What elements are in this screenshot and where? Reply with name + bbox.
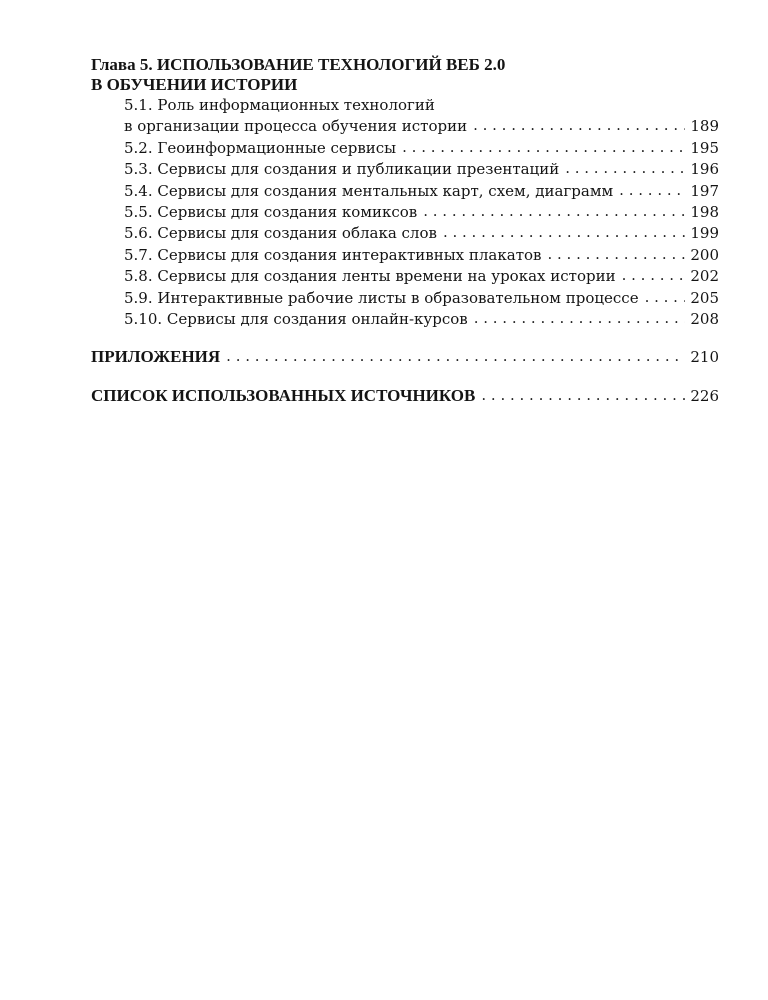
appendix-label: ПРИЛОЖЕНИЯ [91, 347, 221, 367]
toc-entry-label: 5.6. Сервисы для создания облака слов [124, 224, 437, 243]
toc-page-number: 200 [690, 245, 719, 264]
chapter-title [91, 55, 719, 95]
toc-entry-label: 5.8. Сервисы для создания ленты времени на уроках истории [124, 267, 616, 286]
dot-leader [619, 180, 685, 201]
dot-leader [226, 346, 685, 367]
toc-page-number: 198 [690, 203, 719, 222]
dot-leader [474, 308, 686, 329]
dot-leader [402, 137, 685, 158]
toc-entry-5-10[interactable] [91, 309, 719, 330]
toc-page-number: 205 [690, 288, 719, 307]
dot-leader [481, 385, 685, 406]
toc-entry-5-7[interactable] [91, 245, 719, 266]
toc-entry-label: 5.2. Геоинформационные сервисы [124, 138, 397, 157]
sources-page-number: 226 [690, 387, 719, 406]
toc-entry-5-4[interactable] [91, 181, 719, 202]
appendix-page-number: 210 [690, 348, 719, 367]
toc-section-list [91, 95, 719, 330]
toc-entry-label-line-2: в организации процесса обучения истории [124, 117, 468, 136]
sources-label: СПИСОК ИСПОЛЬЗОВАННЫХ ИСТОЧНИКОВ [91, 386, 476, 406]
dot-leader [473, 115, 685, 136]
dot-leader [423, 201, 685, 222]
toc-entry-5-8[interactable] [91, 266, 719, 287]
toc-page-number: 208 [690, 310, 719, 329]
toc-entry-5-9[interactable] [91, 288, 719, 309]
toc-entry-sources[interactable] [91, 385, 719, 407]
toc-entry-label: 5.4. Сервисы для создания ментальных карт, схем, диаграмм [124, 181, 614, 200]
toc-entry-label: 5.7. Сервисы для создания интерактивных плакатов [124, 245, 542, 264]
toc-entry-label: 5.10. Сервисы для создания онлайн-курсов [124, 310, 468, 329]
dot-leader [443, 222, 685, 243]
toc-page-number: 195 [690, 138, 719, 157]
toc-entry-label-line-1: 5.1. Роль информационных технологий [124, 96, 435, 114]
toc-page-number: 202 [690, 267, 719, 286]
toc-entry-label: 5.5. Сервисы для создания комиксов [124, 203, 418, 222]
toc-page-number: 189 [690, 117, 719, 136]
toc-entry-appendix[interactable] [91, 346, 719, 368]
toc-entry-5-3[interactable] [91, 159, 719, 180]
toc-entry-label: 5.3. Сервисы для создания и публикации презентаций [124, 160, 560, 179]
toc-page-number: 197 [690, 181, 719, 200]
dot-leader [547, 244, 685, 265]
toc-entry-5-6[interactable] [91, 223, 719, 244]
chapter-title-line-2: В ОБУЧЕНИИ ИСТОРИИ [91, 75, 298, 94]
dot-leader [645, 287, 686, 308]
table-of-contents [91, 55, 719, 407]
dot-leader [565, 158, 685, 179]
chapter-title-line-1: Глава 5. ИСПОЛЬЗОВАНИЕ ТЕХНОЛОГИЙ ВЕБ 2.0 [91, 55, 506, 74]
toc-entry-5-5[interactable] [91, 202, 719, 223]
toc-page-number: 196 [690, 160, 719, 179]
toc-entry-5-1[interactable] [91, 95, 719, 138]
toc-entry-label: 5.9. Интерактивные рабочие листы в образовательном процессе [124, 288, 639, 307]
dot-leader [622, 265, 686, 286]
toc-entry-5-2[interactable] [91, 138, 719, 159]
toc-page-number: 199 [690, 224, 719, 243]
